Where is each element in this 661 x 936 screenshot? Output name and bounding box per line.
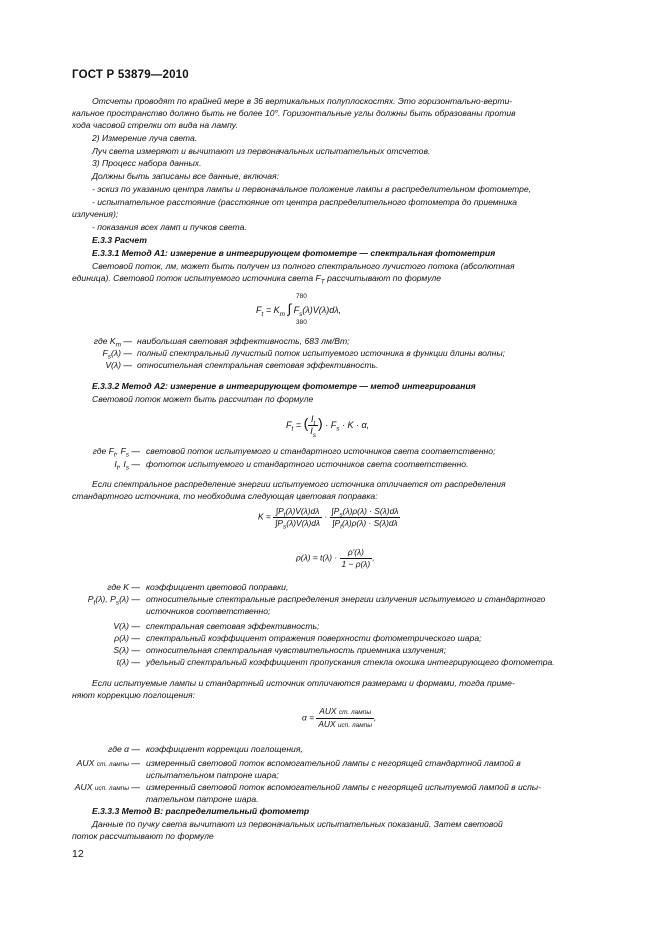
definition-text: удельный спектральный коэффициент пропускания стекла окошка интегрирующего фотометра. — [146, 657, 555, 667]
paragraph-line: няют коррекцию поглощения: — [72, 690, 195, 700]
definition-symbol: S(λ) — — [113, 645, 140, 655]
definition-text: спектральный коэффициент отражения поверхности фотометрического шара; — [146, 633, 482, 643]
definition-text: спектральная световая эффективность; — [146, 621, 320, 631]
definition-text: относительная спектральная световая эффективность. — [137, 360, 379, 370]
page-header: ГОСТ Р 53879—2010 — [72, 69, 189, 81]
paragraph: Должны быть записаны все данные, включая: — [92, 171, 279, 181]
paragraph-line: хода часовой стрелки от вида на лампу. — [72, 120, 238, 130]
integral-lower-limit: 380 — [296, 319, 307, 326]
paragraph-line: Если испытуемые лампы и стандартный источник отличаются размерами и формами, тогда приме- — [92, 678, 515, 688]
paragraph-line: Данные по пучку света вычитают из первоначальных испытательных показаний. Затем световой — [92, 819, 503, 829]
definition-symbol: где $F_t$, $F_s$ — — [92, 446, 140, 459]
paragraph-line: единица). Световой поток испытуемого источника света $F_T$ рассчитывают по формуле — [72, 273, 442, 286]
definition-symbol: $P_t(\lambda)$, $P_s(\lambda)$ — — [87, 594, 140, 607]
definition-text: источников соответственно; — [146, 606, 271, 616]
section-heading: Е.3.3.3 Метод В: распределительный фотометр — [92, 806, 310, 816]
formula-3: K = $\frac{\int P_t(\lambda)V(\lambda)d\lambda}{\int P_s(\lambda)V(\lambda)d\lambda}$ · $\frac{\int P_s(\lambda)\rho(\lambda) \cdot S(\lambda)d\lambda}{\int P_t(\lambda)\rho(\lambda) \cdot S(\lambda)d\lambda}$ — [258, 506, 399, 531]
definition-text: испытательном патроне шара; — [146, 770, 279, 780]
definition-text: коэффициент коррекции поглощения, — [146, 744, 303, 754]
definition-text: относительная спектральная чувствительность приемника излучения; — [146, 645, 446, 655]
definition-text: относительные спектральные распределения энергии излучения испытуемого и стандартного — [146, 594, 546, 604]
definition-symbol: AUX исп. лампы — — [74, 782, 140, 792]
definition-text: полный спектральный лучистый поток испытуемого источника в функции длины волны; — [137, 348, 506, 358]
definition-symbol: ρ(λ) — — [114, 633, 140, 643]
formula-1: $F_t = K_m$ ∫ $F_s(\lambda)V(\lambda)d\lambda$, — [256, 301, 342, 318]
paragraph-line: Отсчеты проводят по крайней мере в 36 вертикальных полуплоскостях. Это горизонтально-верти- — [92, 96, 513, 106]
definition-text: тательном патроне шара. — [146, 794, 259, 804]
formula-5: α = $\frac{\text{AUX ст. лампы}}{\text{AUX исп. лампы}}$ , — [302, 706, 377, 729]
definition-symbol: V(λ) — — [113, 621, 140, 631]
section-heading: Е.3.3.2 Метод А2: измерение в интегрирующем фотометре — метод интегрирования — [92, 381, 476, 391]
bullet-item: излучения); — [72, 209, 119, 219]
paragraph-line: кальное пространство должно быть не более 10°. Горизонтальные углы должны быть образованы против — [72, 108, 516, 118]
definition-text: фототок испытуемого и стандартного источников света соответственно. — [146, 459, 469, 469]
definition-text: коэффициент цветовой поправки, — [146, 582, 289, 592]
definition-text: измеренный световой поток вспомогательной лампы с негорящей стандартной лампой в — [146, 758, 521, 768]
bullet-item: - показания всех ламп и пучков света. — [92, 222, 247, 232]
definition-symbol: $I_t$, $I_s$ — — [114, 459, 140, 472]
section-heading: Е.3.3 Расчет — [92, 235, 147, 245]
paragraph: Луч света измеряют и вычитают из первоначальных испытательных отсчетов. — [92, 146, 431, 156]
definition-symbol: где α — — [108, 744, 140, 754]
list-item: 3) Процесс набора данных. — [92, 158, 202, 168]
definition-symbol: где $K_m$ — — [93, 336, 132, 349]
bullet-item: - испытательное расстояние (расстояние от центра распределительного фотометра до приемника — [92, 197, 518, 207]
page-number: 12 — [72, 848, 84, 860]
bullet-item: - эскиз по указанию центра лампы и первоначальное положение лампы в распределительном фотометре, — [92, 184, 532, 194]
definition-symbol: AUX ст. лампы — — [76, 758, 140, 768]
section-heading: Е.3.3.1 Метод А1: измерение в интегрирующем фотометре — спектральная фотометрия — [92, 248, 496, 258]
integral-upper-limit: 780 — [296, 293, 307, 300]
paragraph: Световой поток может быть рассчитан по формуле — [92, 394, 314, 404]
formula-4: ρ(λ) = t(λ) · $\frac{\rho'(\lambda)}{1 - \rho(\lambda)}$ , — [296, 547, 375, 569]
paragraph-line: Световой поток, лм, может быть получен из полного спектрального лучистого потока (абсолютная — [92, 261, 515, 271]
formula-2: $F_t$ = ( $\frac{I_t}{I_s}$ ) · $F_s \cdot K \cdot \alpha$, — [286, 414, 370, 439]
definition-symbol: V(λ) — — [105, 360, 132, 370]
list-item: 2) Измерение луча света. — [92, 133, 198, 143]
definition-symbol: $F_s(\lambda)$ — — [102, 348, 132, 361]
definition-text: световой поток испытуемого и стандартного источников света соответственно; — [146, 446, 496, 456]
definition-symbol: t(λ) — — [116, 657, 140, 667]
paragraph-line: Если спектральное распределение энергии испытуемого источника отличается от распределения — [92, 479, 506, 489]
paragraph-line: поток рассчитывают по формуле — [72, 831, 214, 841]
definition-text: наибольшая световая эффективность, 683 лм/Вт; — [137, 336, 350, 346]
definition-text: измеренный световой поток вспомогательной лампы с негорящей испытуемой лампой в испы- — [146, 782, 541, 792]
paragraph-line: стандартного источника, то необходима следующая цветовая поправка: — [72, 491, 378, 501]
definition-symbol: где K — — [107, 582, 140, 592]
